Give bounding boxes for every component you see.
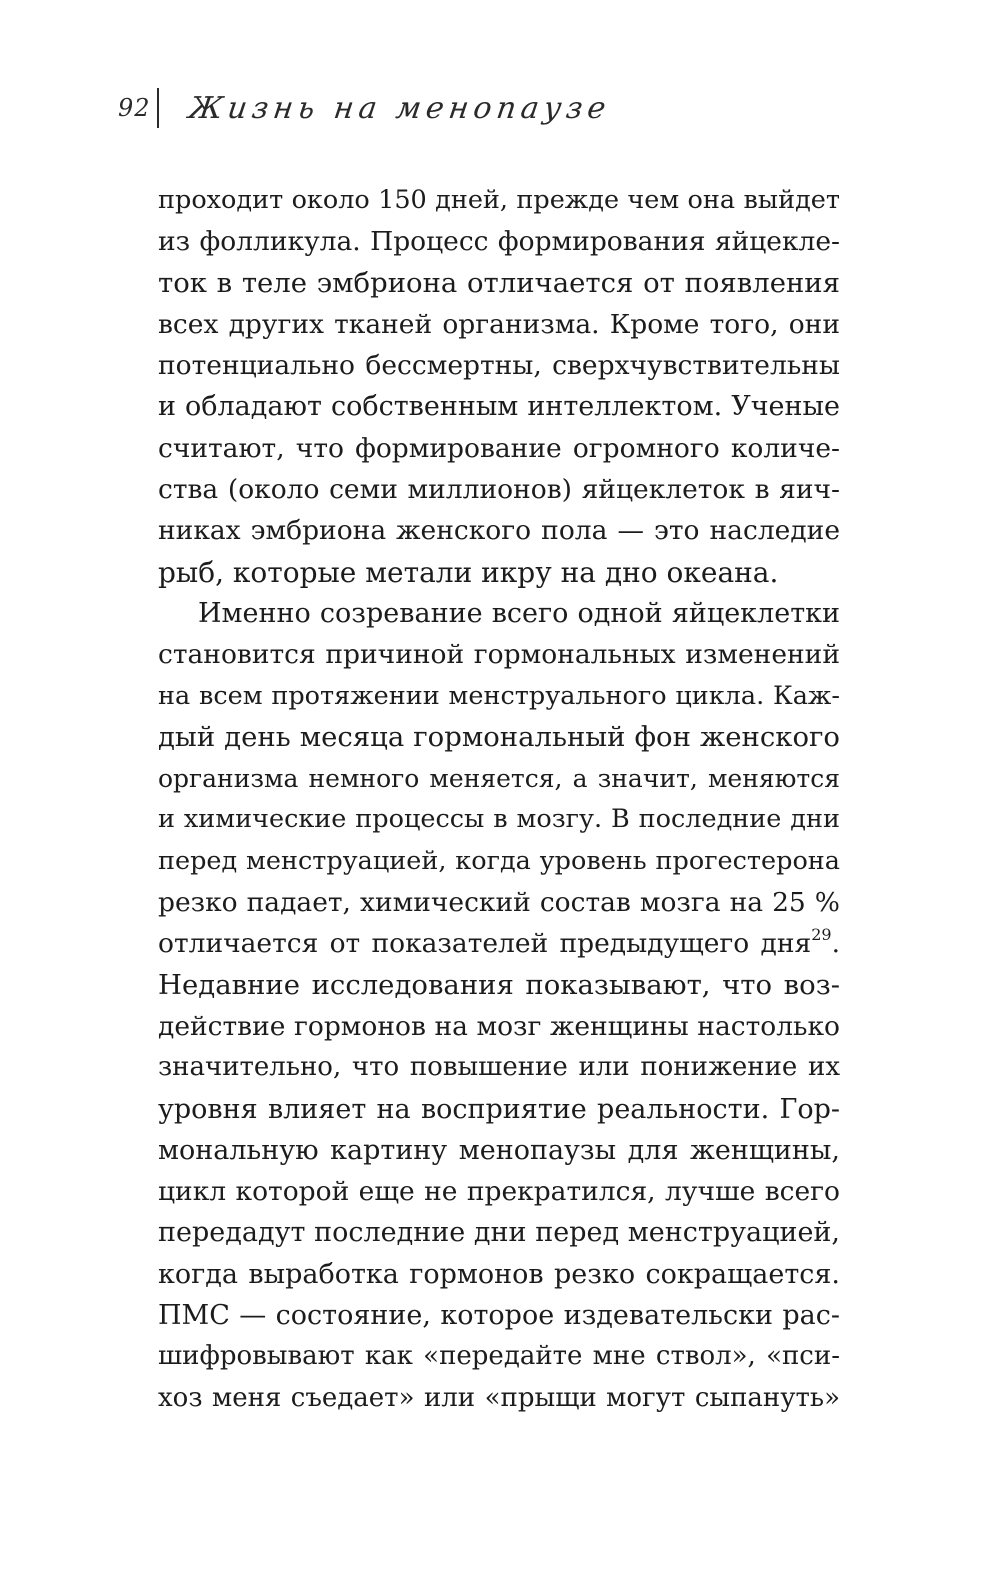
text-line: передадут последние дни перед менструацией,: [158, 1217, 840, 1249]
footnote-line-text: отличается от показателей предыдущего дня: [158, 928, 812, 960]
text-line: на всем протяжении менструального цикла. Каж-: [158, 680, 840, 711]
text-line: когда выработка гормонов резко сокращается.: [158, 1258, 840, 1290]
text-line: никах эмбриона женского пола — это наследие: [158, 515, 840, 547]
text-line: и химические процессы в мозгу. В последние дни: [158, 804, 840, 835]
footnote-reference[interactable]: 29: [811, 925, 832, 945]
text-line: цикл которой еще не прекратился, лучше всего: [158, 1176, 840, 1208]
running-title: Жизнь на менопаузе: [186, 90, 613, 126]
text-line: мональную картину менопаузы для женщины,: [158, 1134, 840, 1166]
page-header: [118, 86, 613, 130]
text-line: ПМС — состояние, которое издевательски рас-: [158, 1300, 840, 1332]
text-line-with-footnote: [158, 923, 840, 964]
text-line: из фолликула. Процесс формирования яйцекле-: [158, 226, 840, 258]
text-line: хоз меня съедает» или «прыщи могут сыпануть»: [158, 1382, 840, 1413]
text-line: перед менструацией, когда уровень прогестерона: [158, 845, 840, 876]
text-line: уровня влияет на восприятие реальности. Гор-: [158, 1093, 840, 1125]
text-line: резко падает, химический состав мозга на 25 %: [158, 887, 840, 919]
text-line: проходит около 150 дней, прежде чем она выйдет: [158, 185, 840, 215]
text-line: считают, что формирование огромного количе-: [158, 432, 840, 464]
text-line: Именно созревание всего одной яйцеклетки: [198, 597, 840, 629]
page-number: 92: [118, 94, 151, 122]
header-divider: [157, 88, 159, 128]
text-line: потенциально бессмертны, сверхчувствительны: [158, 350, 840, 382]
footnote-line-punct: .: [831, 928, 840, 960]
body-text: [158, 180, 840, 1419]
text-line: и обладают собственным интеллектом. Ученые: [158, 391, 840, 423]
text-line: Недавние исследования показывают, что воз-: [158, 968, 840, 1001]
text-line: шифровывают как «передайте мне ствол», «пси-: [158, 1341, 840, 1372]
text-line: организма немного меняется, а значит, меняются: [158, 764, 840, 794]
text-line: действие гормонов на мозг женщины настолько: [158, 1010, 840, 1042]
text-line: значительно, что повышение или понижение их: [158, 1052, 840, 1083]
text-line: ства (около семи миллионов) яйцеклеток в яич-: [158, 474, 840, 506]
text-line: становится причиной гормональных изменений: [158, 639, 840, 671]
text-line: дый день месяца гормональный фон женского: [158, 720, 840, 753]
text-line: всех других тканей организма. Кроме того, они: [158, 308, 840, 340]
text-line: рыб, которые метали икру на дно океана.: [158, 555, 779, 589]
text-line: ток в теле эмбриона отличается от появления: [158, 266, 840, 299]
